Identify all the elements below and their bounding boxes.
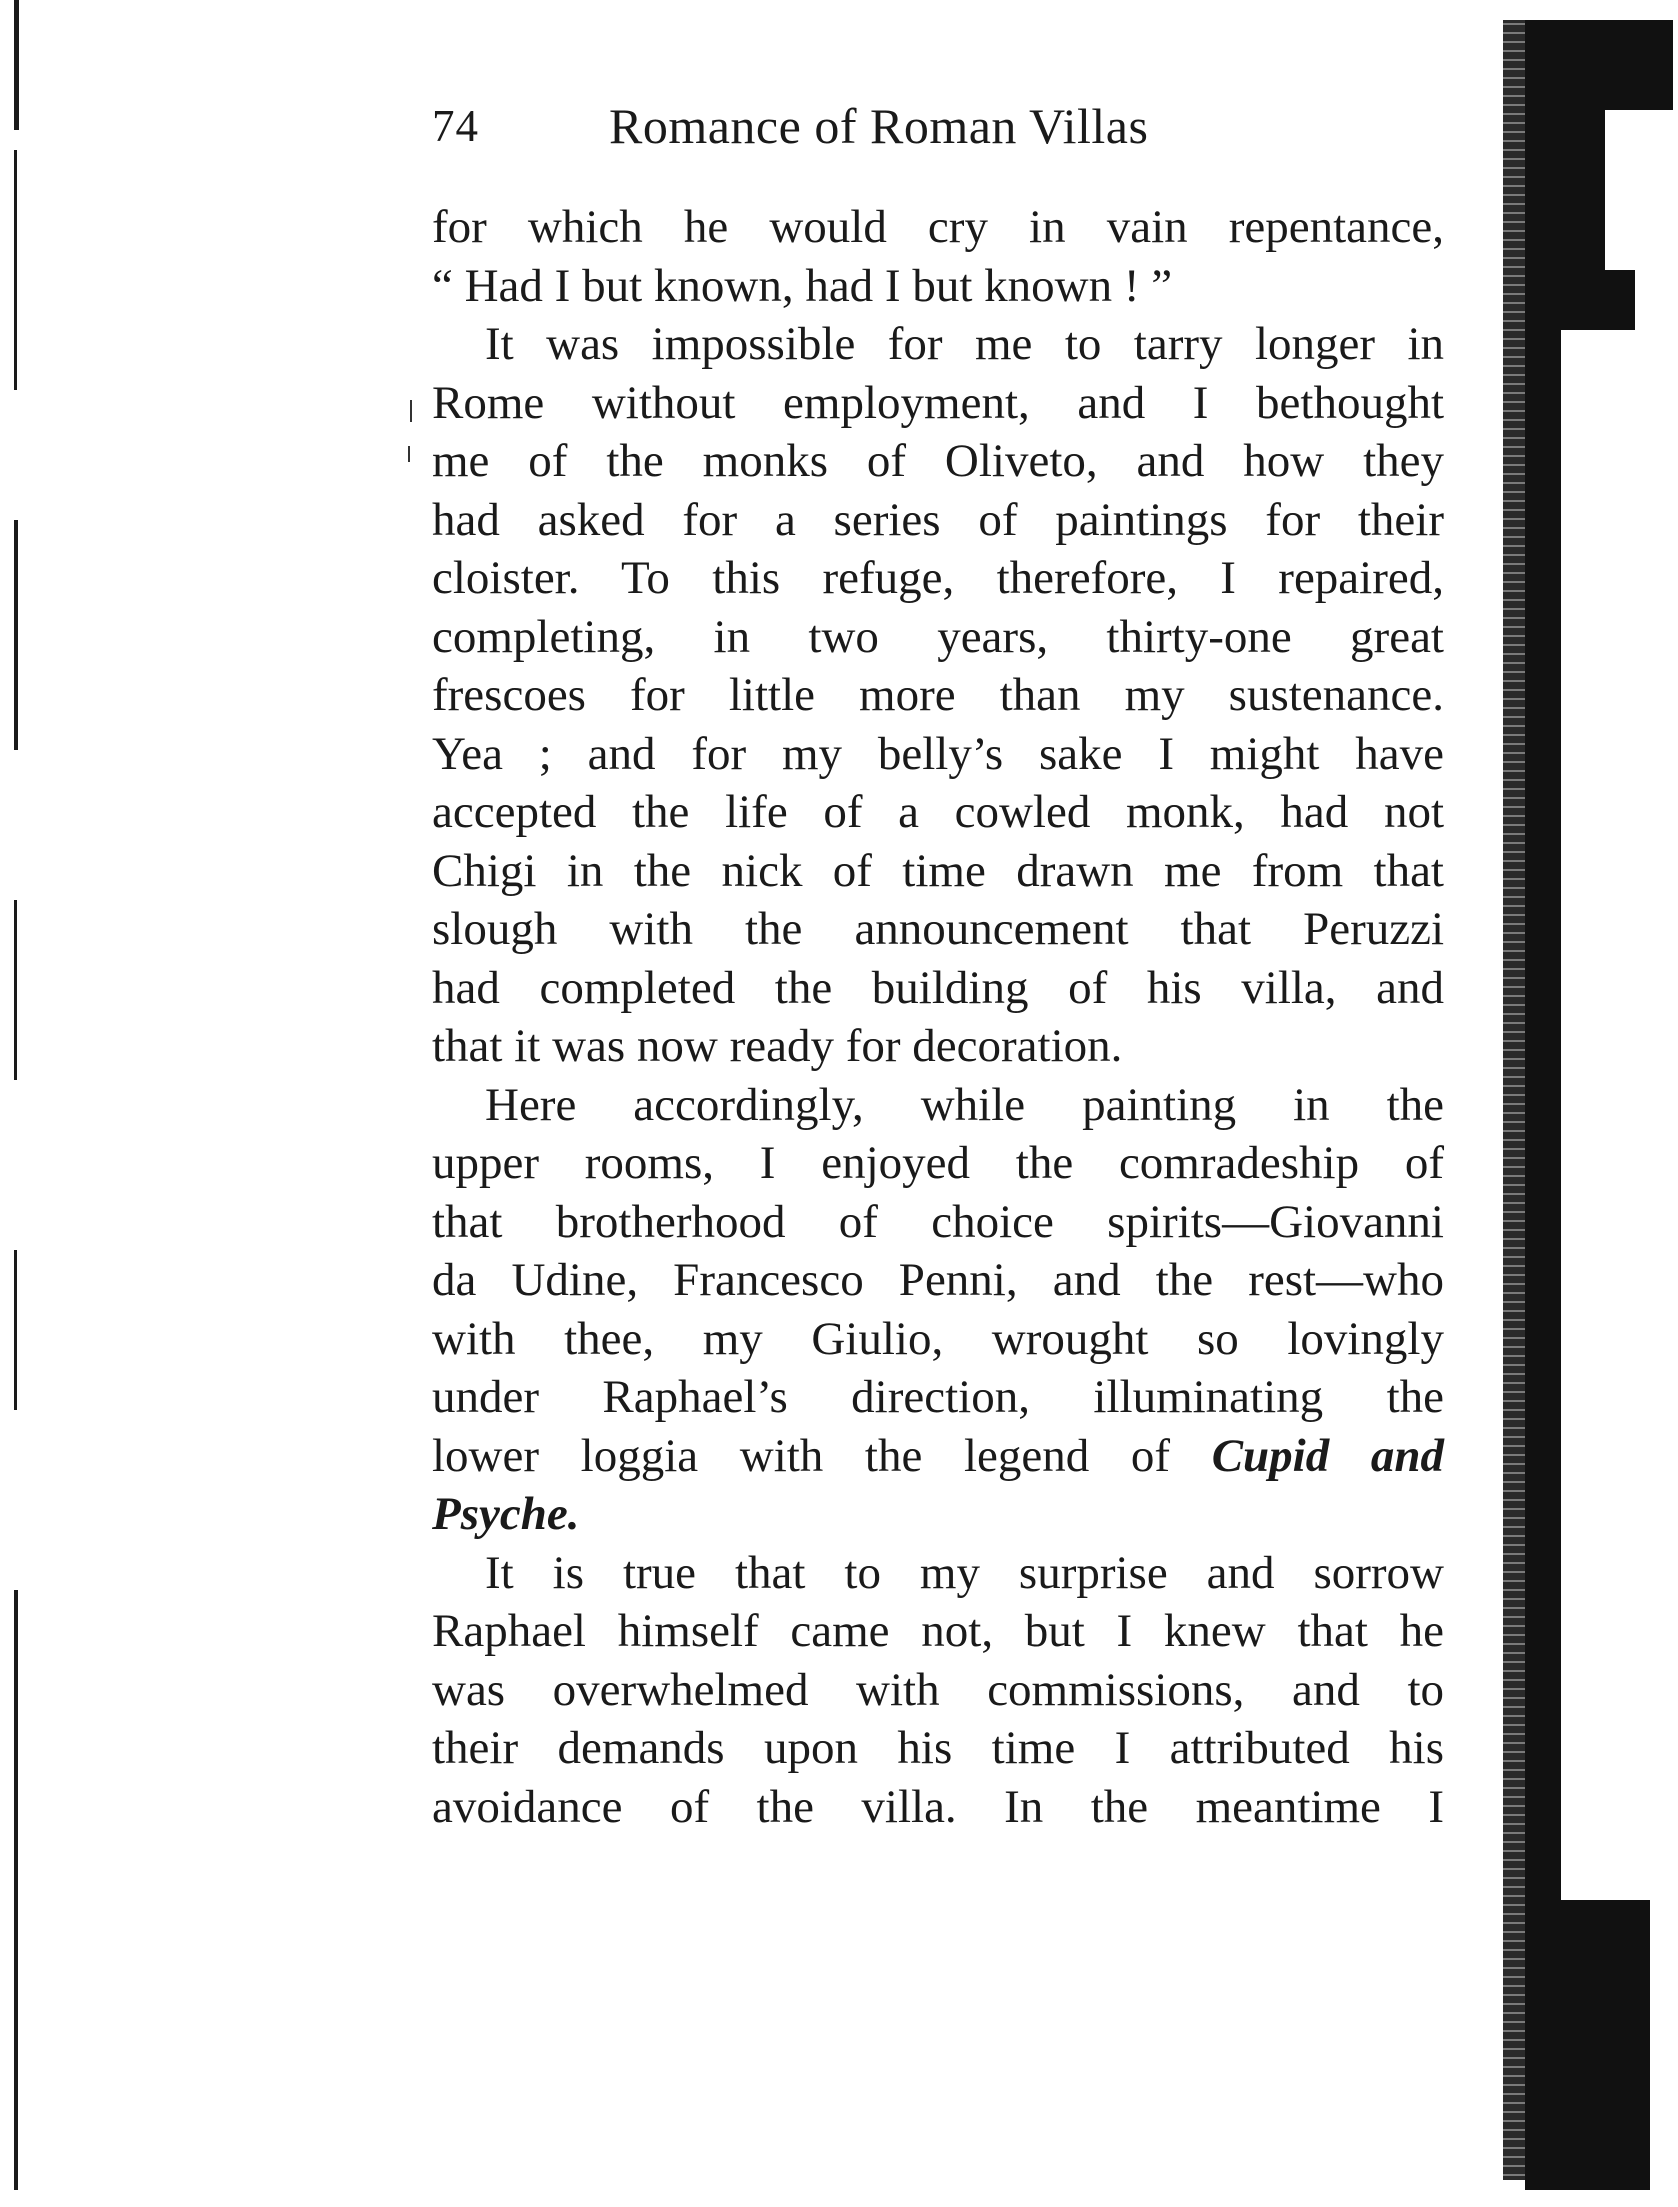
page-number: 74 <box>432 101 479 151</box>
book-title: Romance of Roman Villas <box>609 98 1149 154</box>
text-line: upper rooms, I enjoyed the comradeship of <box>432 1137 1444 1189</box>
scan-mark <box>14 0 19 130</box>
text-line: Yea ; and for my belly’s sake I might have <box>432 727 1444 780</box>
text-fragment: lower loggia with the legend of <box>432 1429 1171 1482</box>
text-line: avoidance of the villa. In the meantime I <box>432 1780 1444 1833</box>
text-line <box>432 1485 1444 1544</box>
text-line: “ Had I but known, had I but known ! ” <box>432 259 1173 312</box>
italic-title: Cupid and <box>1211 1429 1445 1482</box>
text-line: cloister. To this refuge, therefore, I repaired, <box>432 552 1444 604</box>
scan-mark <box>14 150 17 390</box>
scan-edge-left <box>0 0 54 2207</box>
scan-mark <box>14 900 17 1080</box>
scan-mark <box>1525 330 1561 1900</box>
scan-mark <box>1525 1900 1650 2190</box>
text-line: their demands upon his time I attributed his <box>432 1722 1444 1774</box>
scan-mark <box>408 446 410 462</box>
text-line: me of the monks of Oliveto, and how they <box>432 435 1444 487</box>
paragraph-start-line: It was impossible for me to tarry longer in <box>485 318 1444 370</box>
scan-mark <box>1525 270 1635 330</box>
text-line: slough with the announcement that Peruzzi <box>432 903 1444 955</box>
text-line: for which he would cry in vain repentance, <box>432 201 1444 253</box>
text-line <box>432 1427 1444 1486</box>
paragraph-start-line: It is true that to my surprise and sorrow <box>485 1546 1444 1599</box>
text-line: completing, in two years, thirty-one great <box>432 610 1444 663</box>
text-line: was overwhelmed with commissions, and to <box>432 1663 1444 1716</box>
scan-edge-right <box>1503 0 1678 2207</box>
scan-mark <box>410 400 412 422</box>
scan-mark <box>1525 110 1605 270</box>
text-line: Raphael himself came not, but I knew that he <box>432 1605 1444 1657</box>
text-line: under Raphael’s direction, illuminating the <box>432 1371 1444 1423</box>
scan-mark <box>14 1250 17 1410</box>
text-line: that brotherhood of choice spirits—Giovanni <box>432 1195 1444 1248</box>
scan-mark <box>14 520 18 750</box>
text-line: da Udine, Francesco Penni, and the rest—who <box>432 1254 1444 1306</box>
text-line: accepted the life of a cowled monk, had not <box>432 786 1444 838</box>
running-header <box>432 94 1442 158</box>
text-line: frescoes for little more than my sustenance. <box>432 669 1444 721</box>
text-line: Rome without employment, and I bethought <box>432 376 1444 429</box>
italic-title: Psyche. <box>432 1488 580 1540</box>
text-line: had asked for a series of paintings for their <box>432 493 1444 546</box>
text-line: Chigi in the nick of time drawn me from that <box>432 844 1444 897</box>
scan-mark <box>14 1590 18 2190</box>
paragraph-start-line: Here accordingly, while painting in the <box>485 1078 1444 1131</box>
text-line: that it was now ready for decoration. <box>432 1020 1123 1072</box>
text-line: had completed the building of his villa, and <box>432 961 1444 1014</box>
body-text <box>432 198 1444 1836</box>
scan-mark <box>1525 20 1673 110</box>
text-line: with thee, my Giulio, wrought so lovingly <box>432 1312 1444 1365</box>
